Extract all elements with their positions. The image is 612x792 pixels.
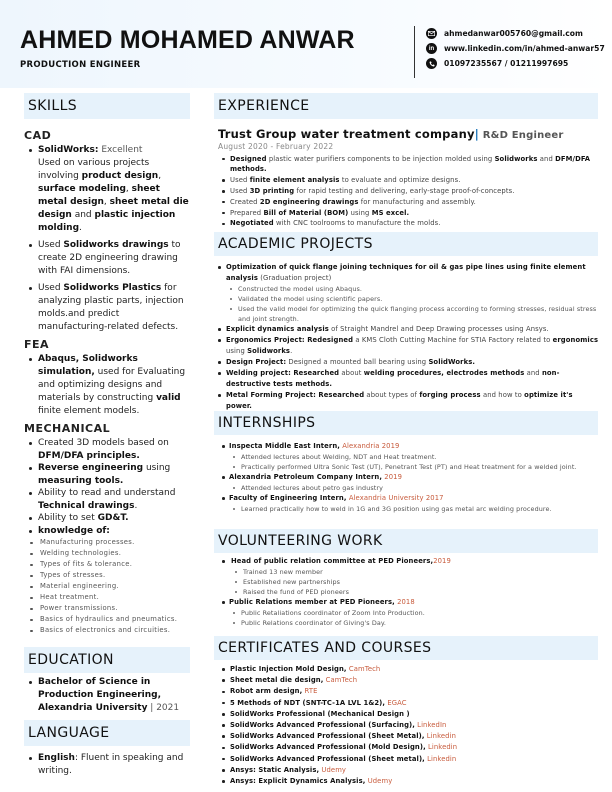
certificates-content bbox=[218, 664, 598, 787]
knowledge-item: Types of fits & tolerance. bbox=[24, 559, 190, 570]
education-title-text: EDUCATION bbox=[28, 652, 114, 668]
list-item: Used Solidworks drawings to create 2D engineering drawing with FAI dimensions. bbox=[24, 239, 190, 278]
sub-list-item: Attended lectures about Welding, NDT and Heat treatment. bbox=[229, 452, 598, 462]
sub-list-item: Used the valid model for optimizing the quick flanging process according to forming stresses, residual stress and joint strength. bbox=[226, 304, 600, 324]
sub-list-item: Established new partnerships bbox=[231, 577, 598, 587]
list-item: Abaqus, Solidworks simulation, used for Evaluating and optimizing designs and materials by constructing valid finite element models. bbox=[24, 353, 190, 418]
knowledge-item: Basics of hydraulics and pneumatics. bbox=[24, 614, 190, 625]
list-item: knowledge of: bbox=[24, 525, 190, 538]
sub-list-item: Public Relations coordinator of Giving's Day. bbox=[229, 618, 598, 628]
projects-list bbox=[214, 262, 600, 412]
language-content bbox=[24, 752, 190, 782]
project-sublist bbox=[226, 284, 600, 324]
experience-section-title bbox=[214, 93, 598, 119]
certificate-item: SolidWorks Advanced Professional (Mold Design), Linkedin bbox=[218, 742, 598, 753]
skills-section-title bbox=[24, 93, 190, 119]
certificates-section-title bbox=[214, 636, 598, 660]
header-divider bbox=[414, 26, 415, 78]
list-item: Used finite element analysis to evaluate and optimize designs. bbox=[218, 175, 598, 186]
list-item: Designed plastic water purifiers components to be injection molded using Solidworks and DFM/DFA methods. bbox=[218, 154, 598, 176]
list-item: Inspecta Middle East Intern, Alexandria 2019 Attended lectures about Welding, NDT and Heat treatment. Practically performed Ultra Sonic Test (UT), Penetrant Test (PT) and Heat treatment for a welded joint. bbox=[218, 441, 598, 472]
sub-list-item: Learned practically how to weld in 1G and 3G position using gas metal arc welding procedure. bbox=[229, 504, 598, 514]
volunteering-sublist bbox=[231, 567, 598, 597]
volunteering-sublist bbox=[229, 608, 598, 628]
mechanical-subtitle: MECHANICAL bbox=[24, 422, 111, 435]
knowledge-item: Power transmissions. bbox=[24, 603, 190, 614]
list-item: Faculty of Engineering Intern, Alexandria University 2017 Learned practically how to weld in 1G and 3G position using gas metal arc welding procedure. bbox=[218, 493, 598, 514]
list-item: Used 3D printing for rapid testing and delivering, early-stage proof-of-concepts. bbox=[218, 186, 598, 197]
education-section-title bbox=[24, 647, 190, 673]
sub-list-item: Practically performed Ultra Sonic Test (UT), Penetrant Test (PT) and Heat treatment for a welded joint. bbox=[229, 462, 598, 472]
list-item: Design Project: Designed a mounted ball bearing using SolidWorks. bbox=[214, 357, 600, 368]
phone-text[interactable]: 01097235567 / 01211997695 bbox=[444, 59, 569, 68]
phone-icon bbox=[426, 58, 437, 69]
list-item: Reverse engineering using measuring tools. bbox=[24, 462, 190, 487]
job-title: Trust Group water treatment company| R&D Engineer bbox=[218, 127, 564, 141]
list-item: Alexandria Petroleum Company Intern, 2019 Attended lectures about petro gas industry bbox=[218, 472, 598, 493]
internships-content bbox=[218, 441, 598, 514]
list-item: Public Relations member at PED Pioneers, 2018 Public Retaliations coordinator of Zoom Into Production. Public Relations coordinator of Giving's Day. bbox=[218, 597, 598, 628]
certificate-item: SolidWorks Advanced Professional (Sheet Metal), Linkedin bbox=[218, 731, 598, 742]
list-item: Negotiated with CNC toolrooms to manufacture the molds. bbox=[218, 218, 598, 229]
linkedin-text[interactable]: www.linkedin.com/in/ahmed-anwar57 bbox=[444, 44, 605, 53]
linkedin-icon: in bbox=[426, 43, 437, 54]
internship-sublist bbox=[229, 452, 598, 472]
certificate-item: Ansys: Static Analysis, Udemy bbox=[218, 765, 598, 776]
contact-email[interactable] bbox=[426, 28, 583, 39]
list-item: Metal Forming Project: Researched about types of forging process and how to optimize it's power. bbox=[214, 390, 600, 412]
fea-subtitle: FEA bbox=[24, 338, 50, 351]
certificate-item: SolidWorks Advanced Professional (Surfacing), LinkedIn bbox=[218, 720, 598, 731]
sub-list-item: Raised the fund of PED pioneers bbox=[231, 587, 598, 597]
skills-content bbox=[24, 127, 190, 636]
certificates-title-text: CERTIFICATES AND COURSES bbox=[218, 640, 432, 656]
experience-content bbox=[218, 129, 598, 229]
internships-title-text: INTERNSHIPS bbox=[218, 415, 316, 431]
list-item: Bachelor of Science in Production Engineering, Alexandria University | 2021 bbox=[24, 676, 190, 715]
knowledge-item: Welding technologies. bbox=[24, 548, 190, 559]
sub-list-item: Constructed the model using Abaqus. bbox=[226, 284, 600, 294]
certificate-item: Sheet metal die design, CamTech bbox=[218, 675, 598, 686]
list-item: Ability to read and understand Technical drawings. bbox=[24, 487, 190, 512]
internship-sublist bbox=[229, 504, 598, 514]
internship-sublist bbox=[229, 483, 598, 493]
list-item: Explicit dynamics analysis of Straight Mandrel and Deep Drawing processes using Ansys. bbox=[214, 324, 600, 335]
internships-list bbox=[218, 441, 598, 514]
volunteering-title-text: VOLUNTEERING WORK bbox=[218, 533, 383, 549]
volunteering-content bbox=[218, 556, 598, 628]
fea-list bbox=[24, 353, 190, 418]
sub-list-item: Attended lectures about petro gas industry bbox=[229, 483, 598, 493]
list-item: Head of public relation committee at PED Pioneers,2019 Trained 13 new member Established new partnerships Raised the fund of PED pioneers bbox=[218, 556, 598, 597]
list-item: Used Solidworks Plastics for analyzing plastic parts, injection molds.and predict manufacturing-related defects. bbox=[24, 282, 190, 334]
projects-section-title bbox=[214, 232, 598, 256]
envelope-icon bbox=[426, 28, 437, 39]
sub-list-item: Public Retaliations coordinator of Zoom Into Production. bbox=[229, 608, 598, 618]
list-item: Optimization of quick flange joining techniques for oil & gas pipe lines using finite element analysis (Graduation project) Constructed the model using Abaqus. Validated the model using scientific papers. Used the valid model for optimizing the quick flanging process according to forming stresses, residual stress and joint strength. bbox=[214, 262, 600, 324]
experience-title-text: EXPERIENCE bbox=[218, 98, 310, 114]
knowledge-item: Material engineering. bbox=[24, 581, 190, 592]
job-date: August 2020 - February 2022 bbox=[218, 141, 334, 151]
certificate-item: Plastic Injection Mold Design, CamTech bbox=[218, 664, 598, 675]
candidate-role: PRODUCTION ENGINEER bbox=[20, 60, 141, 70]
certificate-item: SolidWorks Professional (Mechanical Design ) bbox=[218, 709, 598, 720]
knowledge-item: Basics of electronics and circuities. bbox=[24, 625, 190, 636]
certificate-item: Robot arm design, RTE bbox=[218, 686, 598, 697]
projects-content bbox=[214, 262, 600, 412]
list-item: Created 2D engineering drawings for manufacturing and assembly. bbox=[218, 197, 598, 208]
certificate-item: SolidWorks Advanced Professional (Sheet metal), Linkedin bbox=[218, 754, 598, 765]
volunteering-section-title bbox=[214, 529, 598, 553]
contact-phone[interactable] bbox=[426, 58, 568, 69]
mechanical-list bbox=[24, 437, 190, 537]
skills-title-text: SKILLS bbox=[28, 98, 78, 114]
cad-list bbox=[24, 144, 190, 334]
email-text[interactable]: ahmedanwar005760@gmail.com bbox=[444, 29, 583, 38]
list-item: Prepared Bill of Material (BOM) using MS excel. bbox=[218, 208, 598, 219]
list-item: Ergonomics Project: Redesigned a KMS Cloth Cutting Machine for STIA Factory related to ergonomics using Solidworks. bbox=[214, 335, 600, 357]
list-item: SolidWorks: Excellent Used on various projects involving product design, surface modeling, sheet metal design, sheet metal die design and plastic injection molding. bbox=[24, 144, 190, 235]
certificate-item: 5 Methods of NDT (SNT-TC-1A LVL 1&2), EGAC bbox=[218, 698, 598, 709]
list-item: Created 3D models based on DFM/DFA principles. bbox=[24, 437, 190, 462]
volunteering-list bbox=[218, 556, 598, 628]
knowledge-item: Manufacturing processes. bbox=[24, 537, 190, 548]
experience-list bbox=[218, 154, 598, 230]
cad-subtitle: CAD bbox=[24, 129, 52, 142]
knowledge-list bbox=[24, 537, 190, 636]
certificate-item: Ansys: Explicit Dynamics Analysis, Udemy bbox=[218, 776, 598, 787]
contact-linkedin[interactable] bbox=[426, 43, 605, 54]
list-item: Ability to set GD&T. bbox=[24, 512, 190, 525]
education-content bbox=[24, 676, 190, 719]
projects-title-text: ACADEMIC PROJECTS bbox=[218, 236, 373, 252]
knowledge-item: Heat treatment. bbox=[24, 592, 190, 603]
language-section-title bbox=[24, 720, 190, 746]
sub-list-item: Validated the model using scientific papers. bbox=[226, 294, 600, 304]
knowledge-item: Types of stresses. bbox=[24, 570, 190, 581]
certificates-list bbox=[218, 664, 598, 787]
sub-list-item: Trained 13 new member bbox=[231, 567, 598, 577]
internships-section-title bbox=[214, 411, 598, 435]
candidate-name: AHMED MOHAMED ANWAR bbox=[20, 26, 355, 54]
language-title-text: LANGUAGE bbox=[28, 725, 110, 741]
list-item: Welding project: Researched about welding procedures, electrodes methods and non-destructive tests methods. bbox=[214, 368, 600, 390]
list-item: English: Fluent in speaking and writing. bbox=[24, 752, 190, 778]
